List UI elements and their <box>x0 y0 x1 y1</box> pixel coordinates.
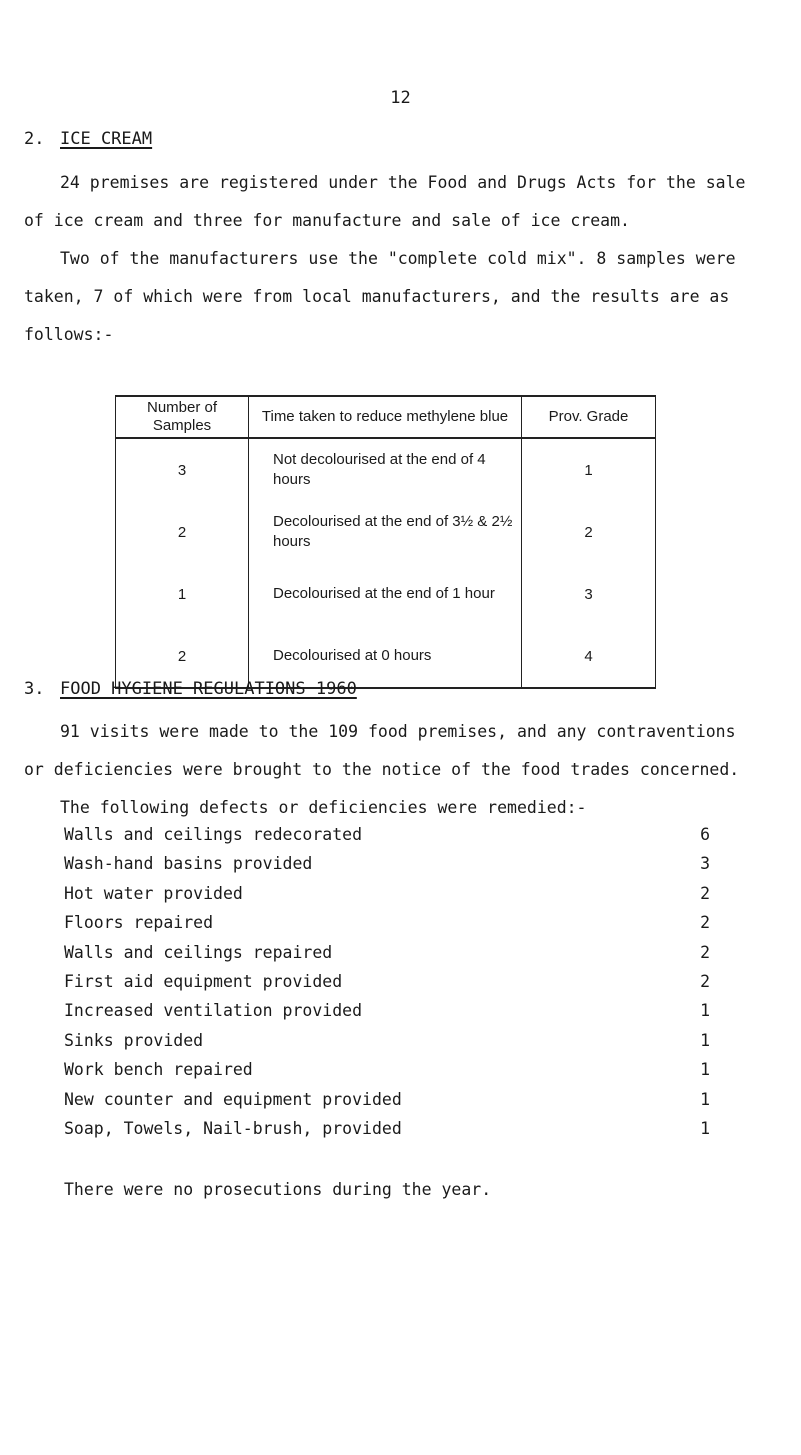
paragraph-line: or deficiencies were brought to the notice of the food trades concerned. <box>24 760 740 779</box>
section-number: 3. <box>24 679 45 699</box>
list-item <box>64 1026 710 1055</box>
cell-time: Not decolourised at the end of 4 hours <box>249 438 522 501</box>
list-item <box>64 1085 710 1114</box>
cell-grade: 3 <box>522 563 656 625</box>
defect-count: 2 <box>700 913 710 933</box>
list-item <box>64 820 710 849</box>
table-header-row <box>116 396 656 438</box>
section-heading-food-hygiene <box>24 679 357 699</box>
section-number: 2. <box>24 129 45 149</box>
list-item <box>64 1114 710 1143</box>
table-row <box>116 438 656 501</box>
defect-count: 1 <box>700 1060 710 1080</box>
cell-time: Decolourised at the end of 1 hour <box>249 563 522 625</box>
paragraph-line: Two of the manufacturers use the "complete cold mix". 8 samples were <box>60 249 736 268</box>
header-time-taken: Time taken to reduce methylene blue <box>249 396 522 438</box>
cell-samples: 2 <box>116 501 249 563</box>
defect-item: Work bench repaired <box>64 1060 253 1080</box>
table-row <box>116 563 656 625</box>
defect-count: 1 <box>700 1089 710 1109</box>
defect-item: Wash-hand basins provided <box>64 854 313 874</box>
ice-cream-paragraph <box>24 164 774 354</box>
cell-samples: 2 <box>116 625 249 688</box>
defect-count: 1 <box>700 1030 710 1050</box>
section-title: ICE CREAM <box>60 129 153 149</box>
paragraph-line: 91 visits were made to the 109 food premises, and any contraventions <box>60 722 736 741</box>
paragraph-line: The following defects or deficiencies were remedied:- <box>60 798 587 817</box>
paragraph-line: of ice cream and three for manufacture and sale of ice cream. <box>24 211 630 230</box>
defect-item: Floors repaired <box>64 913 214 933</box>
defect-item: Increased ventilation provided <box>64 1001 363 1021</box>
samples-results-table <box>115 395 656 689</box>
defect-count: 6 <box>700 825 710 844</box>
section-heading-ice-cream <box>24 129 152 149</box>
defect-item: Walls and ceilings redecorated <box>64 825 363 844</box>
cell-grade: 1 <box>522 438 656 501</box>
list-item <box>64 849 710 878</box>
defect-item: Soap, Towels, Nail-brush, provided <box>64 1118 402 1138</box>
list-item <box>64 908 710 937</box>
cell-samples: 3 <box>116 438 249 501</box>
defect-count: 1 <box>700 1001 710 1021</box>
defect-item: Sinks provided <box>64 1030 204 1050</box>
defect-item: Hot water provided <box>64 883 243 903</box>
list-item <box>64 938 710 967</box>
paragraph-line: 24 premises are registered under the Food and Drugs Acts for the sale <box>60 173 746 192</box>
food-hygiene-paragraph <box>24 713 774 827</box>
header-prov-grade: Prov. Grade <box>522 396 656 438</box>
defects-list <box>64 820 710 1143</box>
cell-time: Decolourised at 0 hours <box>249 625 522 688</box>
cell-samples: 1 <box>116 563 249 625</box>
paragraph-line: follows:- <box>24 325 114 344</box>
list-item <box>64 879 710 908</box>
defect-item: New counter and equipment provided <box>64 1089 402 1109</box>
table-row <box>116 501 656 563</box>
cell-grade: 4 <box>522 625 656 688</box>
defect-count: 2 <box>700 971 710 991</box>
paragraph-line: taken, 7 of which were from local manufacturers, and the results are as <box>24 287 730 306</box>
cell-grade: 2 <box>522 501 656 563</box>
defect-count: 2 <box>700 883 710 903</box>
defect-count: 1 <box>700 1118 710 1138</box>
defect-item: First aid equipment provided <box>64 971 343 991</box>
cell-time: Decolourised at the end of 3½ & 2½ hours <box>249 501 522 563</box>
header-number-of-samples: Number of Samples <box>116 396 249 438</box>
defect-item: Walls and ceilings repaired <box>64 942 333 962</box>
list-item <box>64 967 710 996</box>
closing-statement: There were no prosecutions during the year. <box>64 1180 492 1199</box>
section-title: FOOD HYGIENE REGULATIONS 1960 <box>60 679 357 699</box>
defect-count: 2 <box>700 942 710 962</box>
list-item <box>64 996 710 1025</box>
defect-count: 3 <box>700 854 710 874</box>
list-item <box>64 1055 710 1084</box>
page-number: 12 <box>390 88 411 108</box>
